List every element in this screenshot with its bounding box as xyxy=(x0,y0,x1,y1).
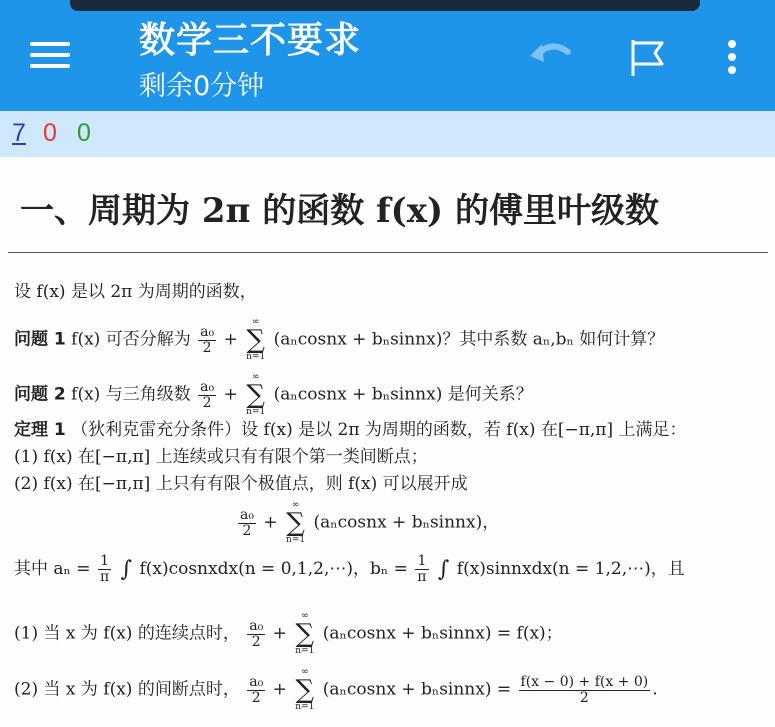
text: 其中 aₙ = xyxy=(14,559,91,579)
text: （狄利克雷充分条件）设 f(x) 是以 2π 为周期的函数，若 f(x) 在[−π,π] 上满足： xyxy=(71,420,687,440)
fraction: $\frac{f(x - 0) + f(x + 0)}{2}$ xyxy=(520,673,649,706)
fraction: $\frac{\text{a₀}}{2}$ xyxy=(200,323,215,356)
case-continuous xyxy=(14,611,563,657)
text: (1) 当 x 为 f(x) 的连续点时， xyxy=(14,623,240,644)
count-link[interactable]: 7 xyxy=(12,119,26,147)
undo-icon[interactable] xyxy=(528,38,576,72)
coefficients xyxy=(14,554,685,585)
flag-icon[interactable] xyxy=(630,38,666,78)
summation: ∞ ∑ n=1 xyxy=(286,500,306,545)
status-bar xyxy=(70,0,700,11)
document-content xyxy=(0,157,775,727)
condition-1: (1) f(x) 在[−π,π] 上连续或只有有限个第一类间断点； xyxy=(14,447,428,467)
more-vertical-icon[interactable] xyxy=(722,38,742,78)
fraction: $\frac{\text{a₀}}{2}$ xyxy=(200,378,215,411)
question-2 xyxy=(14,372,533,418)
menu-icon[interactable] xyxy=(30,42,70,68)
text-line: 设 f(x) 是以 2π 为周期的函数， xyxy=(14,282,257,302)
count-right: 0 xyxy=(77,119,91,147)
text: (aₙcosnx + bₙsinnx)， xyxy=(313,512,500,533)
fraction: $\frac{\text{a₀}}{2}$ xyxy=(249,673,264,706)
integral-sign: ∫ xyxy=(437,557,450,582)
text: (2) 当 x 为 f(x) 的间断点时， xyxy=(14,679,240,700)
summation: ∞ ∑ n=1 xyxy=(295,667,315,712)
plus: + xyxy=(223,384,238,405)
question-1 xyxy=(14,317,664,363)
condition-2: (2) f(x) 在[−π,π] 上只有有限个极值点，则 f(x) 可以展开成 xyxy=(14,474,468,494)
question-label: 问题 2 xyxy=(14,384,66,405)
series-expansion xyxy=(236,500,499,546)
fraction: $\frac{1}{\pi}$ xyxy=(99,553,110,585)
summation: ∞ ∑ n=1 xyxy=(246,317,266,362)
summation: ∞ ∑ n=1 xyxy=(295,611,315,656)
page-title: 数学三不要求 xyxy=(139,20,362,61)
answer-status-strip xyxy=(0,111,775,157)
plus: + xyxy=(263,512,278,533)
section-heading: 一、周期为 2π 的函数 f(x) 的傅里叶级数 xyxy=(20,191,659,231)
text: (aₙcosnx + bₙsinnx) = xyxy=(322,679,512,700)
text: (aₙcosnx + bₙsinnx)？其中系数 aₙ,bₙ 如何计算？ xyxy=(273,329,665,350)
text: (aₙcosnx + bₙsinnx) 是何关系？ xyxy=(273,384,533,405)
text: f(x) 与三角级数 xyxy=(71,384,191,405)
time-remaining: 剩余0分钟 xyxy=(139,71,265,102)
plus: + xyxy=(272,679,287,700)
divider xyxy=(8,252,768,253)
integral-sign: ∫ xyxy=(120,557,133,582)
text: f(x)sinnxdx(n = 1,2,⋯)，且 xyxy=(456,559,685,579)
fraction: $\frac{\text{a₀}}{2}$ xyxy=(249,617,264,650)
plus: + xyxy=(272,623,287,644)
period: . xyxy=(652,679,658,700)
theorem-1 xyxy=(14,415,687,440)
summation: ∞ ∑ n=1 xyxy=(246,372,266,417)
question-label: 问题 1 xyxy=(14,329,66,350)
text: f(x)cosnxdx(n = 0,1,2,⋯)，bₙ = xyxy=(139,559,408,579)
text: (aₙcosnx + bₙsinnx) = f(x)； xyxy=(322,623,563,644)
case-discontinuous xyxy=(14,667,658,713)
app-bar xyxy=(0,0,775,111)
plus: + xyxy=(223,329,238,350)
theorem-label: 定理 1 xyxy=(14,420,66,440)
fraction: $\frac{\text{a₀}}{2}$ xyxy=(240,506,254,539)
fraction: $\frac{1}{\pi}$ xyxy=(417,553,427,585)
count-wrong: 0 xyxy=(43,119,57,147)
text: f(x) 可否分解为 xyxy=(71,329,191,350)
